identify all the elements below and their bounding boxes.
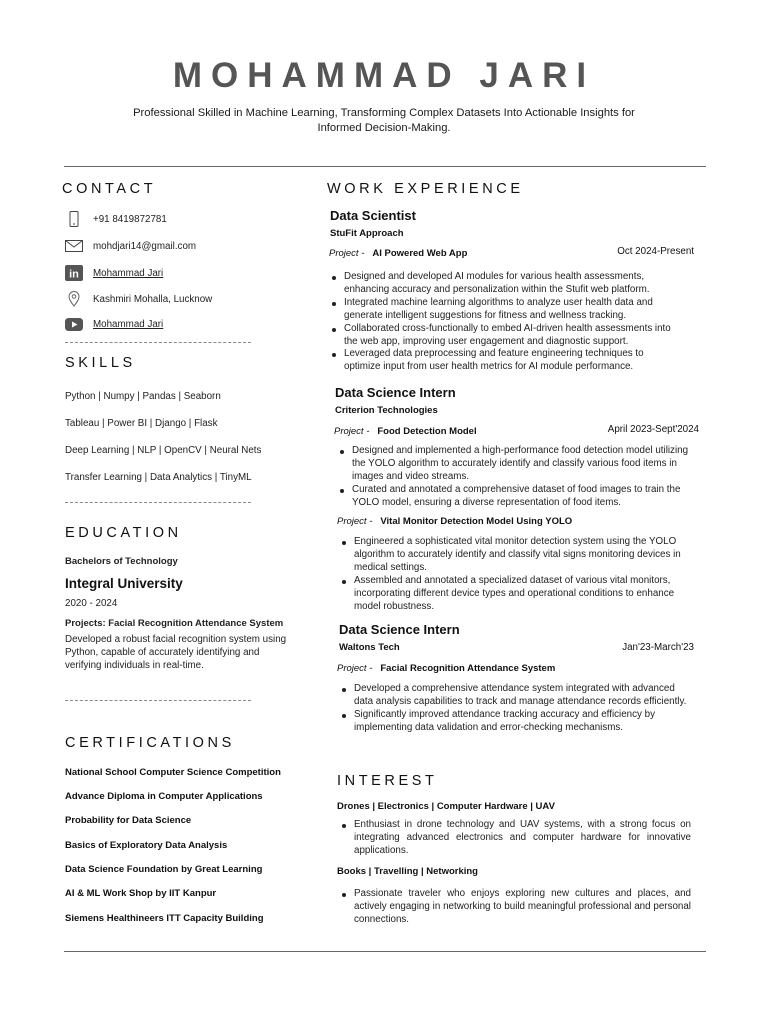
skills-line: Deep Learning | NLP | OpenCV | Neural Nets — [65, 445, 262, 456]
projects-label: Projects: — [65, 618, 106, 629]
contact-linkedin — [64, 265, 163, 281]
contact-heading: CONTACT — [62, 181, 157, 197]
project-label: Project - — [329, 248, 365, 259]
skills-divider — [65, 502, 251, 503]
contact-divider — [65, 342, 251, 343]
certifications-heading: CERTIFICATIONS — [65, 735, 235, 751]
project-name: AI Powered Web App — [372, 248, 468, 259]
interest-bullets — [340, 888, 691, 927]
project-bullets — [338, 445, 700, 510]
job-title: Data Scientist — [330, 208, 416, 223]
skills-line: Tableau | Power BI | Django | Flask — [65, 418, 218, 429]
project-bullets — [330, 271, 678, 374]
bullet-item: Enthusiast in drone technology and UAV systems, with a strong focus on integrating advanced electronics and computer hardware for innovative applications. — [340, 819, 691, 858]
certification-item: National School Computer Science Competition — [65, 767, 281, 778]
bullet-item: Leveraged data preprocessing and feature engineering techniques to optimize input from user health metrics for AI module performance. — [330, 348, 678, 374]
mail-icon — [64, 238, 84, 254]
interest-bullets — [340, 819, 691, 858]
certification-item: Siemens Healthineers ITT Capacity Building — [65, 913, 264, 924]
company-name: Criterion Technologies — [335, 405, 438, 416]
resume-tagline: Professional Skilled in Machine Learning, Transforming Complex Datasets Into Actionable Insights for Informed Decision-Making. — [133, 107, 635, 134]
job-title: Data Science Intern — [335, 385, 456, 400]
project-date: Jan'23-March'23 — [622, 642, 694, 653]
project-label: Project - — [334, 426, 370, 437]
contact-address — [64, 291, 212, 307]
bullet-item: Designed and developed AI modules for various health assessments, enhancing accuracy and personalization within the Stufit web platform. — [330, 271, 678, 297]
interest-group-heading: Books | Travelling | Networking — [337, 866, 478, 877]
job-title: Data Science Intern — [339, 622, 460, 637]
resume-name: MOHAMMAD JARI — [172, 56, 596, 95]
project-name: Facial Recognition Attendance System — [380, 663, 556, 674]
university: Integral University — [65, 576, 183, 591]
linkedin-link[interactable]: Mohammad Jari — [93, 267, 164, 279]
certification-item: Advance Diploma in Computer Applications — [65, 791, 263, 802]
bottom-divider — [64, 951, 706, 952]
youtube-icon — [64, 316, 84, 332]
contact-email — [64, 238, 196, 254]
bullet-item: Integrated machine learning algorithms to analyze user health data and generate intelligent suggestions for fitness and wellness tracking. — [330, 297, 678, 323]
project-date: April 2023-Sept'2024 — [607, 424, 699, 435]
project-label: Project - — [337, 663, 373, 674]
certification-item: Probability for Data Science — [65, 815, 192, 826]
bullet-item: Collaborated cross-functionally to embed AI-driven health assessments into the web app, improving user engagement and diagnostic support. — [330, 323, 678, 349]
top-divider — [64, 166, 706, 167]
project-label: Project - — [337, 516, 373, 527]
project-bullets — [340, 683, 692, 735]
education-description: Developed a robust facial recognition system using Python, capable of accurately identifying and verifying individuals in real-time. — [65, 634, 287, 671]
degree: Bachelors of Technology — [65, 556, 178, 567]
skills-line: Transfer Learning | Data Analytics | TinyML — [65, 472, 252, 483]
project-bullets — [340, 536, 692, 613]
email-address[interactable]: mohdjari14@gmail.com — [93, 240, 197, 252]
bullet-item: Developed a comprehensive attendance system integrated with advanced data analysis capabilities to track and manage attendance records efficiently. — [340, 683, 692, 709]
certification-item: Data Science Foundation by Great Learning — [65, 864, 263, 875]
company-name: Waltons Tech — [339, 642, 400, 653]
svg-text:in: in — [69, 268, 79, 281]
project-line — [337, 663, 555, 674]
certification-item: AI & ML Work Shop by IIT Kanpur — [65, 888, 217, 899]
education-heading: EDUCATION — [65, 525, 182, 541]
education-years: 2020 - 2024 — [65, 598, 118, 609]
phone-number: +91 8419872781 — [93, 213, 167, 225]
project-date: Oct 2024-Present — [617, 246, 694, 257]
education-projects — [65, 618, 283, 629]
youtube-link[interactable]: Mohammad Jari — [93, 318, 164, 330]
project-line — [337, 516, 572, 527]
bullet-item: Curated and annotated a comprehensive dataset of food images to train the YOLO model, ensuring a diverse representation of food items. — [338, 484, 700, 510]
project-line — [334, 426, 477, 437]
bullet-item: Assembled and annotated a specialized dataset of various vital monitors, incorporating different device types and operational conditions to enhance model robustness. — [340, 575, 692, 614]
bullet-item: Passionate traveler who enjoys exploring new cultures and places, and actively engaging in networking to build meaningful professional and personal connections. — [340, 888, 691, 927]
education-divider — [65, 700, 251, 701]
work-experience-heading: WORK EXPERIENCE — [327, 181, 524, 197]
project-name: Food Detection Model — [377, 426, 477, 437]
project-name: Vital Monitor Detection Model Using YOLO — [380, 516, 573, 527]
interest-heading: INTEREST — [337, 773, 438, 789]
contact-youtube — [64, 316, 163, 332]
projects-name: Facial Recognition Attendance System — [108, 618, 284, 629]
certification-item: Basics of Exploratory Data Analysis — [65, 840, 228, 851]
contact-phone — [64, 211, 167, 227]
address-text: Kashmiri Mohalla, Lucknow — [93, 293, 213, 305]
interest-group-heading: Drones | Electronics | Computer Hardware | UAV — [337, 801, 555, 812]
project-line — [329, 248, 467, 259]
linkedin-icon — [64, 265, 84, 281]
company-name: StuFit Approach — [330, 228, 404, 239]
bullet-item: Engineered a sophisticated vital monitor detection system using the YOLO algorithm to accurately identify and classify vital signs monitoring devices in medical settings. — [340, 536, 692, 575]
bullet-item: Significantly improved attendance tracking accuracy and efficiency by implementing data validation and error-checking mechanisms. — [340, 709, 692, 735]
skills-line: Python | Numpy | Pandas | Seaborn — [65, 391, 221, 402]
location-pin-icon — [64, 291, 84, 307]
skills-heading: SKILLS — [65, 355, 136, 371]
phone-icon — [64, 211, 84, 227]
bullet-item: Designed and implemented a high-performance food detection model utilizing the YOLO algorithm to accurately identify and classify various food items in images and video streams. — [338, 445, 700, 484]
